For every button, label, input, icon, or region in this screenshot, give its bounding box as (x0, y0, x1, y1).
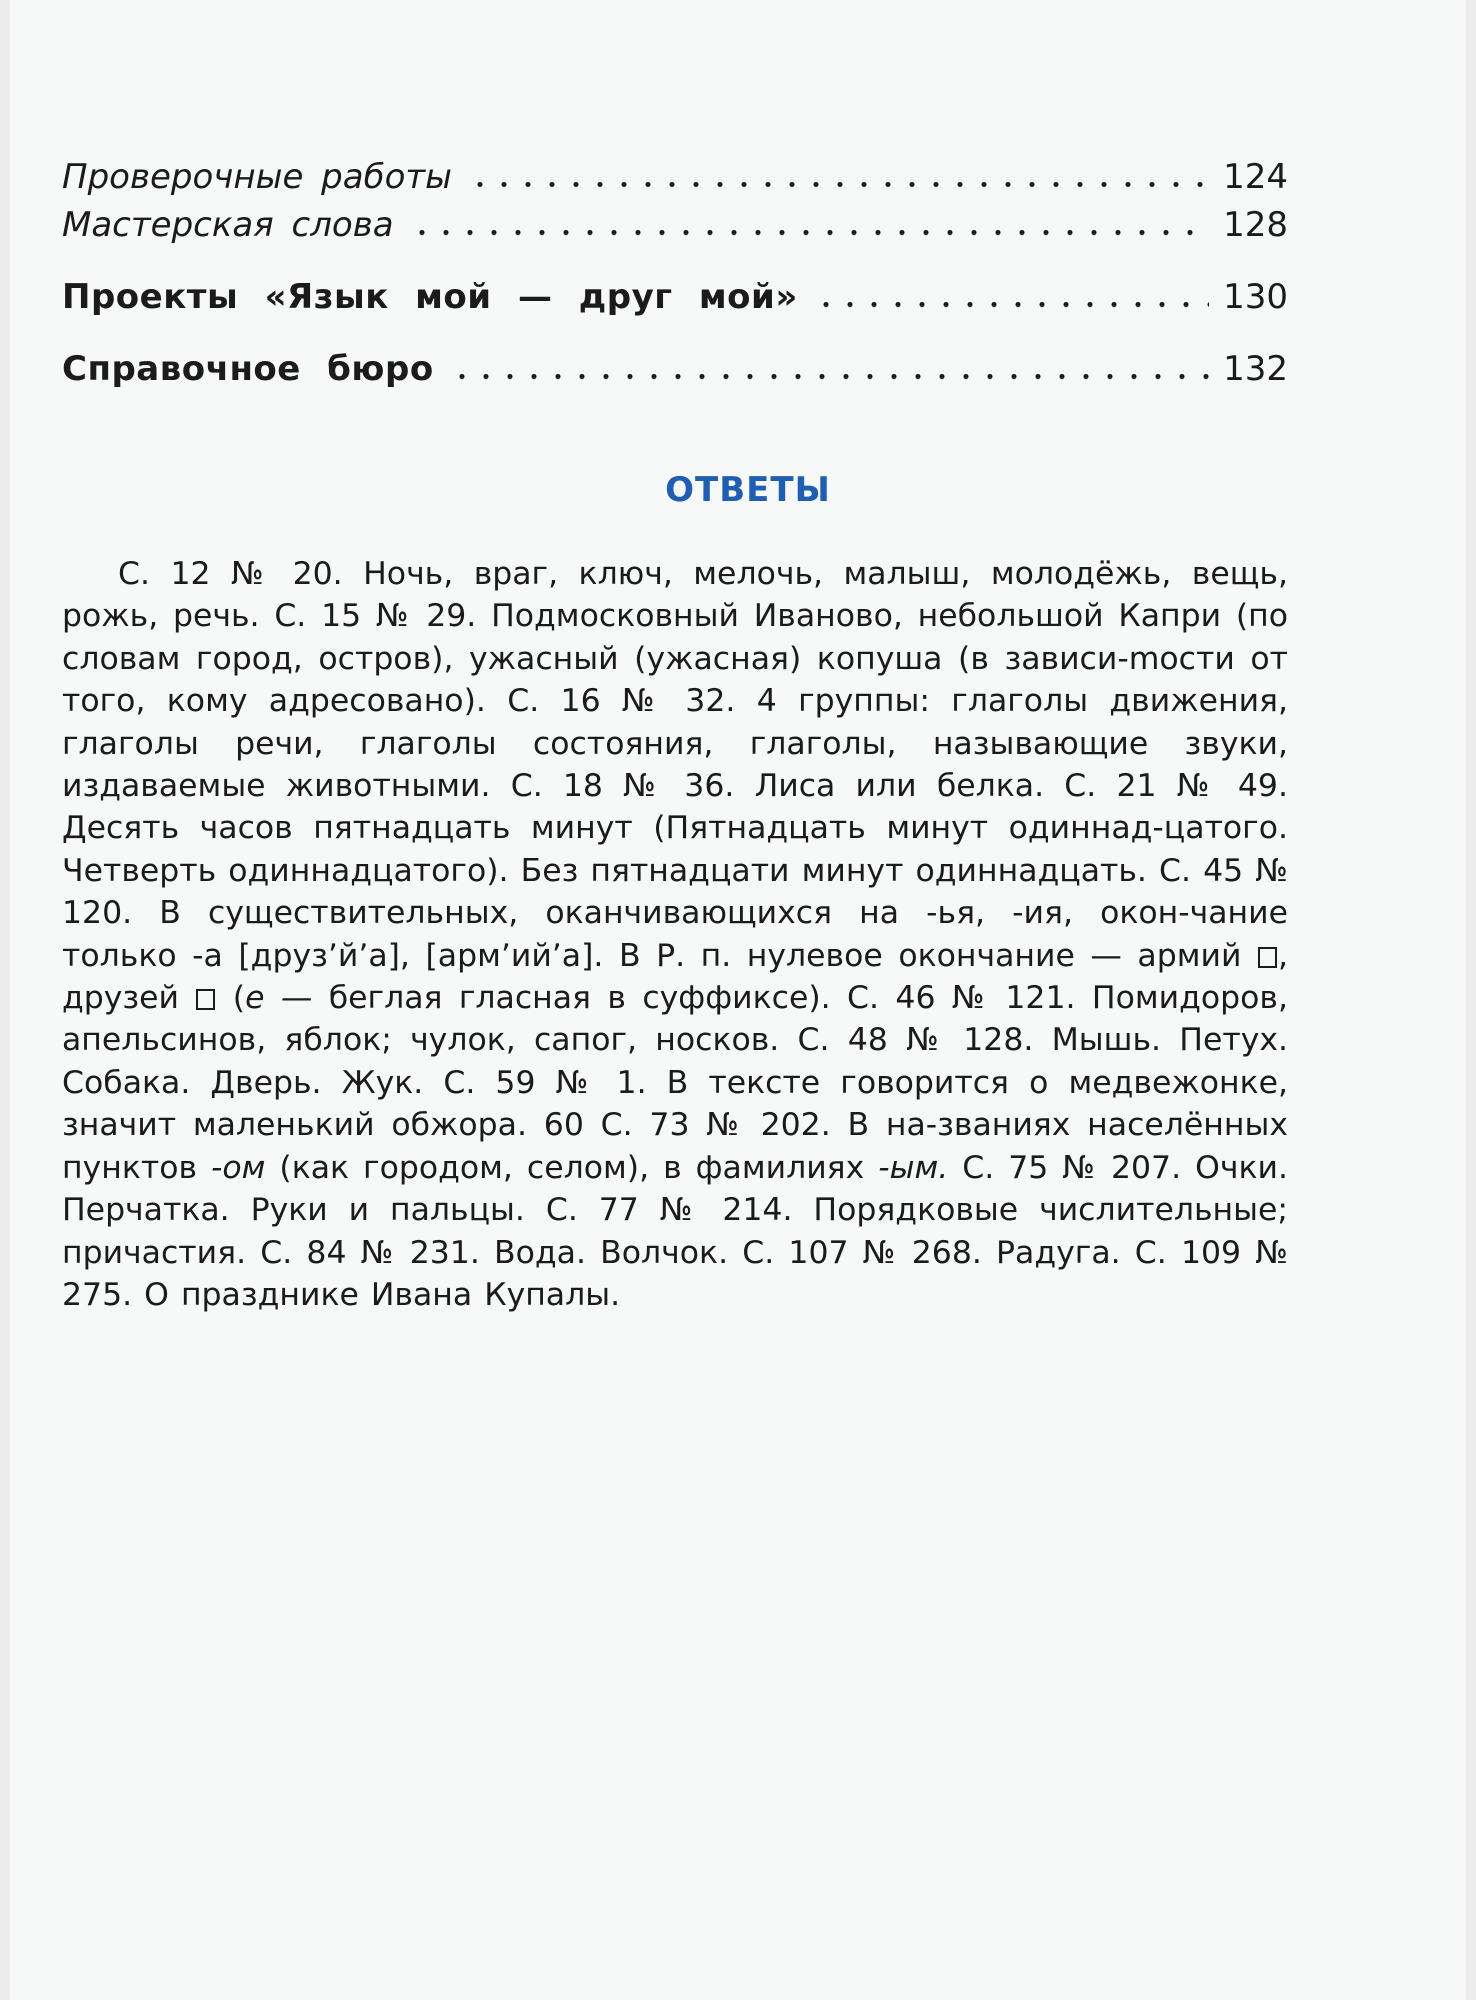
answers-text-segment: ( (216, 980, 246, 1017)
answers-text-segment: С. 75 № 207. Очки. Перчатка. Руки и пальцы. С. 77 № 214. Порядковые числительные; причастия. С. 84 № 231. Вода. Волчок. С. 107 № 268. Радуга. С. 109 № 275. О празднике Ивана Купалы. (62, 1149, 1289, 1313)
toc-entry-title: Мастерская слова (62, 205, 394, 245)
toc-entry-page: 124 (1223, 157, 1288, 197)
toc-entry-title: Справочное бюро (62, 349, 434, 389)
answers-heading: ОТВЕТЫ (665, 470, 831, 510)
toc-entry-title: Проекты «Язык мой — друг мой» (62, 277, 798, 317)
answers-text-italic: -ым. (878, 1149, 949, 1186)
null-ending-box-icon (196, 989, 215, 1010)
answers-text-segment: (как городом, селом), в фамилиях (265, 1149, 879, 1186)
toc-leader-dots (814, 302, 1209, 307)
toc-entry-word-workshop (62, 194, 1288, 245)
null-ending-box-icon (1258, 947, 1277, 968)
toc-entry-tests (62, 146, 1288, 197)
toc-leader-dots (410, 230, 1210, 235)
answers-text-italic: е (245, 980, 265, 1017)
toc-entry-projects (62, 266, 1288, 317)
answers-text-segment: С. 12 № 20. Ночь, враг, ключ, мелочь, малыш, молодёжь, вещь, рожь, речь. С. 15 № 29. Подмосковный Иваново, небольшой Капри (по словам город, остров), ужасный (ужасная) копуша (в зависи-mости от того, кому адресовано). С. 16 № 32. 4 группы: глаголы движения, глаголы речи, глаголы состояния, глаголы, называющие звуки, издаваемые животными. С. 18 № 36. Лиса или белка. С. 21 № 49. Десять часов пятнадцать минут (Пятнадцать минут одиннад-цатого. Четверть одиннадцатого). Без пятнадцати минут одиннадцать. С. 45 № 120. В существительных, оканчивающихся на -ья, -ия, окон-чание только -а [друз’й’а], [арм’ий’а]. В Р. п. нулевое окончание — армий (62, 556, 1288, 974)
answers-text-segment: , друзей (62, 937, 1288, 1017)
answers-text (62, 553, 1288, 1316)
toc-entry-title: Проверочные работы (62, 157, 453, 197)
toc-entry-reference-bureau (62, 338, 1288, 389)
toc-leader-dots (468, 182, 1209, 187)
toc-entry-page: 132 (1223, 349, 1288, 389)
toc-entry-page: 128 (1223, 205, 1288, 245)
answers-text-italic: -ом (211, 1149, 266, 1186)
answers-text-segment: — беглая гласная в суффиксе). С. 46 № 121. Помидоров, апельсинов, яблок; чулок, сапог, носков. С. 48 № 128. Мышь. Петух. Собака. Дверь. Жук. С. 59 № 1. В тексте говорится о медвежонке, значит маленький обжора. 60 С. 73 № 202. В на-званиях населённых пунктов (62, 980, 1288, 1186)
toc-leader-dots (450, 374, 1209, 379)
toc-entry-page: 130 (1223, 277, 1288, 317)
